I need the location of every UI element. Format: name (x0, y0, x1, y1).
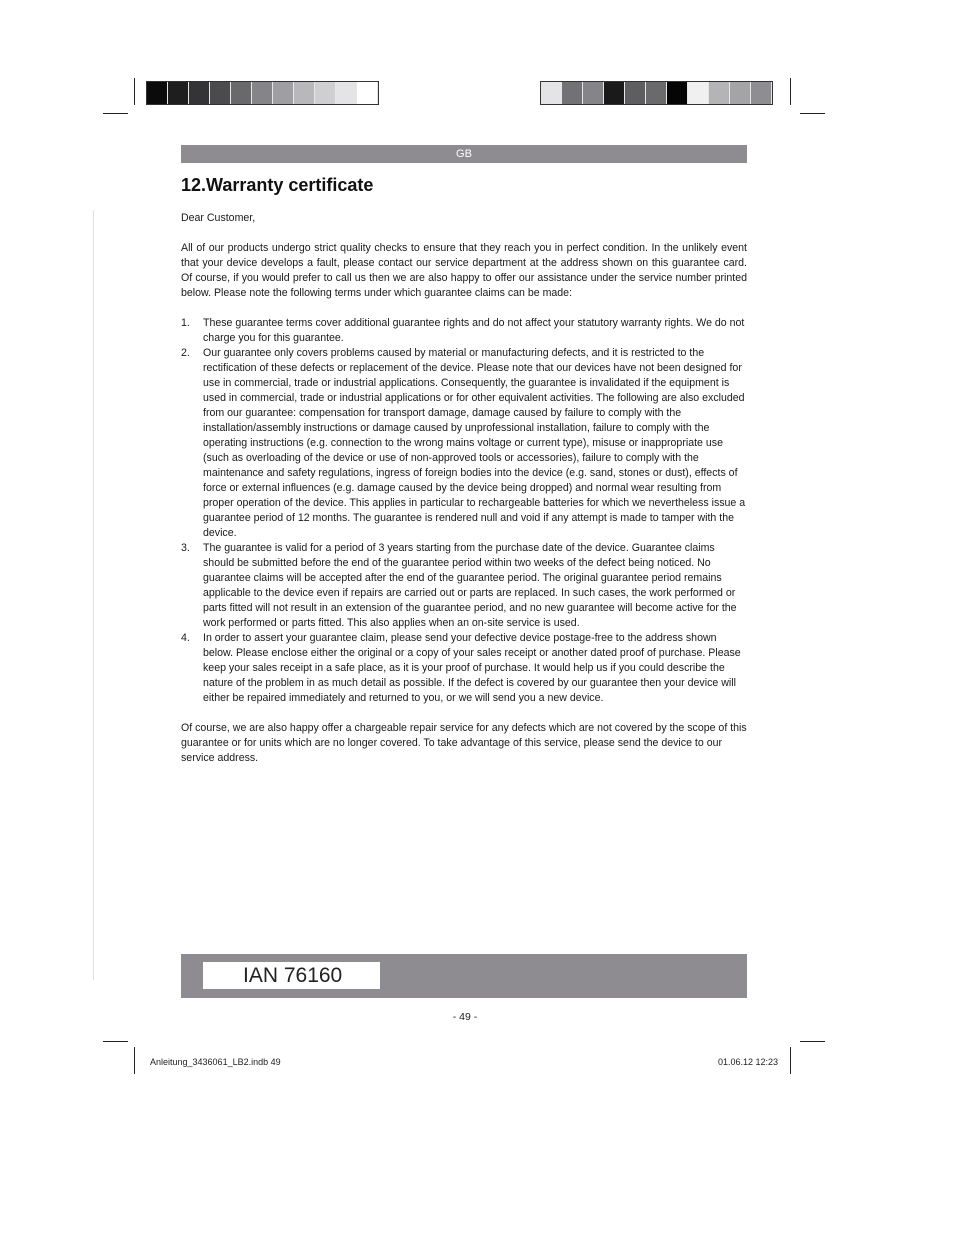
page-number: - 49 - (452, 1011, 478, 1023)
crop-mark (103, 1041, 128, 1042)
color-swatch (231, 82, 252, 104)
color-swatch (189, 82, 210, 104)
crop-mark (790, 78, 791, 105)
color-swatch (625, 82, 646, 104)
list-item (181, 316, 747, 346)
color-swatch (252, 82, 273, 104)
list-item (181, 631, 747, 706)
color-calibration-bar-right (540, 81, 773, 105)
color-swatch (709, 82, 730, 104)
color-calibration-bar-left (146, 81, 379, 105)
section-title: 12.Warranty certificate (181, 175, 374, 195)
color-swatch (541, 82, 562, 104)
color-swatch (604, 82, 625, 104)
color-swatch (730, 82, 751, 104)
color-swatch (273, 82, 294, 104)
list-item-number: 1. (181, 317, 190, 329)
color-swatch (751, 82, 772, 104)
intro-paragraph: All of our products undergo strict quality checks to ensure that they reach you in perfect condition. In the unlikely event that your device develops a fault, please contact our service department at the address shown on this guarantee card. Of course, if you would prefer to call us then we are also happy to offer our assistance under the service number printed below. Please note the following terms under which guarantee claims can be made: (181, 242, 747, 299)
closing-paragraph: Of course, we are also happy offer a chargeable repair service for any defects which are not covered by the scope of this guarantee or for units which are no longer covered. To take advantage of this service, please send the device to our service address. (181, 722, 747, 764)
crop-mark (134, 1047, 135, 1074)
color-swatch (210, 82, 231, 104)
color-swatch (294, 82, 315, 104)
color-swatch (147, 82, 168, 104)
color-swatch (336, 82, 357, 104)
color-swatch (315, 82, 336, 104)
list-item-text: These guarantee terms cover additional guarantee rights and do not affect your statutory warranty rights. We do not charge you for this guarantee. (203, 317, 745, 344)
greeting: Dear Customer, (181, 212, 256, 224)
color-swatch (168, 82, 189, 104)
list-item (181, 541, 747, 631)
crop-mark (103, 113, 128, 114)
crop-mark (790, 1047, 791, 1074)
crop-mark (800, 1041, 825, 1042)
list-item (181, 346, 747, 541)
color-swatch (667, 82, 688, 104)
page-edge-rule (93, 210, 94, 980)
ian-label: IAN 76160 (203, 962, 380, 989)
list-item-number: 3. (181, 542, 190, 554)
color-swatch (357, 82, 378, 104)
list-item-number: 4. (181, 632, 190, 644)
color-swatch (583, 82, 604, 104)
color-swatch (646, 82, 667, 104)
color-swatch (688, 82, 709, 104)
terms-list (181, 316, 747, 706)
color-swatch (562, 82, 583, 104)
list-item-text: Our guarantee only covers problems caused by material or manufacturing defects, and it is restricted to the rectification of these defects or replacement of the device. Please note that our devices have not been designed for use in commercial, trade or industrial applications. Consequently, the guarantee is invalidated if the equipment is used in commercial, trade or industrial applications or for other equivalent activities. The following are also excluded from our guarantee: compensation for transport damage, damage caused by failure to comply with the installation/assembly instructions or damage caused by unprofessional installation, failure to comply with the operating instructions (e.g. connection to the wrong mains voltage or current type), misuse or inappropriate use (such as overloading of the device or use of non-approved tools or accessories), failure to comply with the maintenance and safety regulations, ingress of foreign bodies into the device (e.g. sand, stones or dust), effects of force or external influences (e.g. damage caused by the device being dropped) and normal wear resulting from proper operation of the device. This applies in particular to rechargeable batteries for which we nevertheless issue a guarantee period of 12 months. The guarantee is rendered null and void if any attempt is made to tamper with the device. (203, 347, 746, 539)
footer-datetime: 01.06.12 12:23 (718, 1057, 779, 1067)
crop-mark (134, 78, 135, 105)
list-item-text: In order to assert your guarantee claim, please send your defective device postage-free to the address shown below. Please enclose either the original or a copy of your sales receipt or another dated proof of purchase. Please keep your sales receipt in a safe place, as it is your proof of purchase. It would help us if you could describe the nature of the problem in as much detail as possible. If the defect is covered by our guarantee then your device will either be repaired immediately and returned to you, or we will send you a new device. (203, 632, 741, 704)
warranty-body (181, 211, 747, 781)
crop-mark (800, 113, 825, 114)
list-item-text: The guarantee is valid for a period of 3 years starting from the purchase date of the device. Guarantee claims should be submitted before the end of the guarantee period within two weeks of the defect being noticed. No guarantee claims will be accepted after the end of the guarantee period. The original guarantee period remains applicable to the device even if repairs are carried out or parts are replaced. In such cases, the work performed or parts fitted will not result in an extension of the guarantee period, and no new guarantee will become active for the work performed or parts fitted. This also applies when an on-site service is used. (203, 542, 737, 629)
ian-banner (181, 954, 747, 998)
footer-file-info: Anleitung_3436061_LB2.indb 49 (150, 1057, 281, 1067)
language-tab: GB (181, 145, 747, 163)
list-item-number: 2. (181, 347, 190, 359)
